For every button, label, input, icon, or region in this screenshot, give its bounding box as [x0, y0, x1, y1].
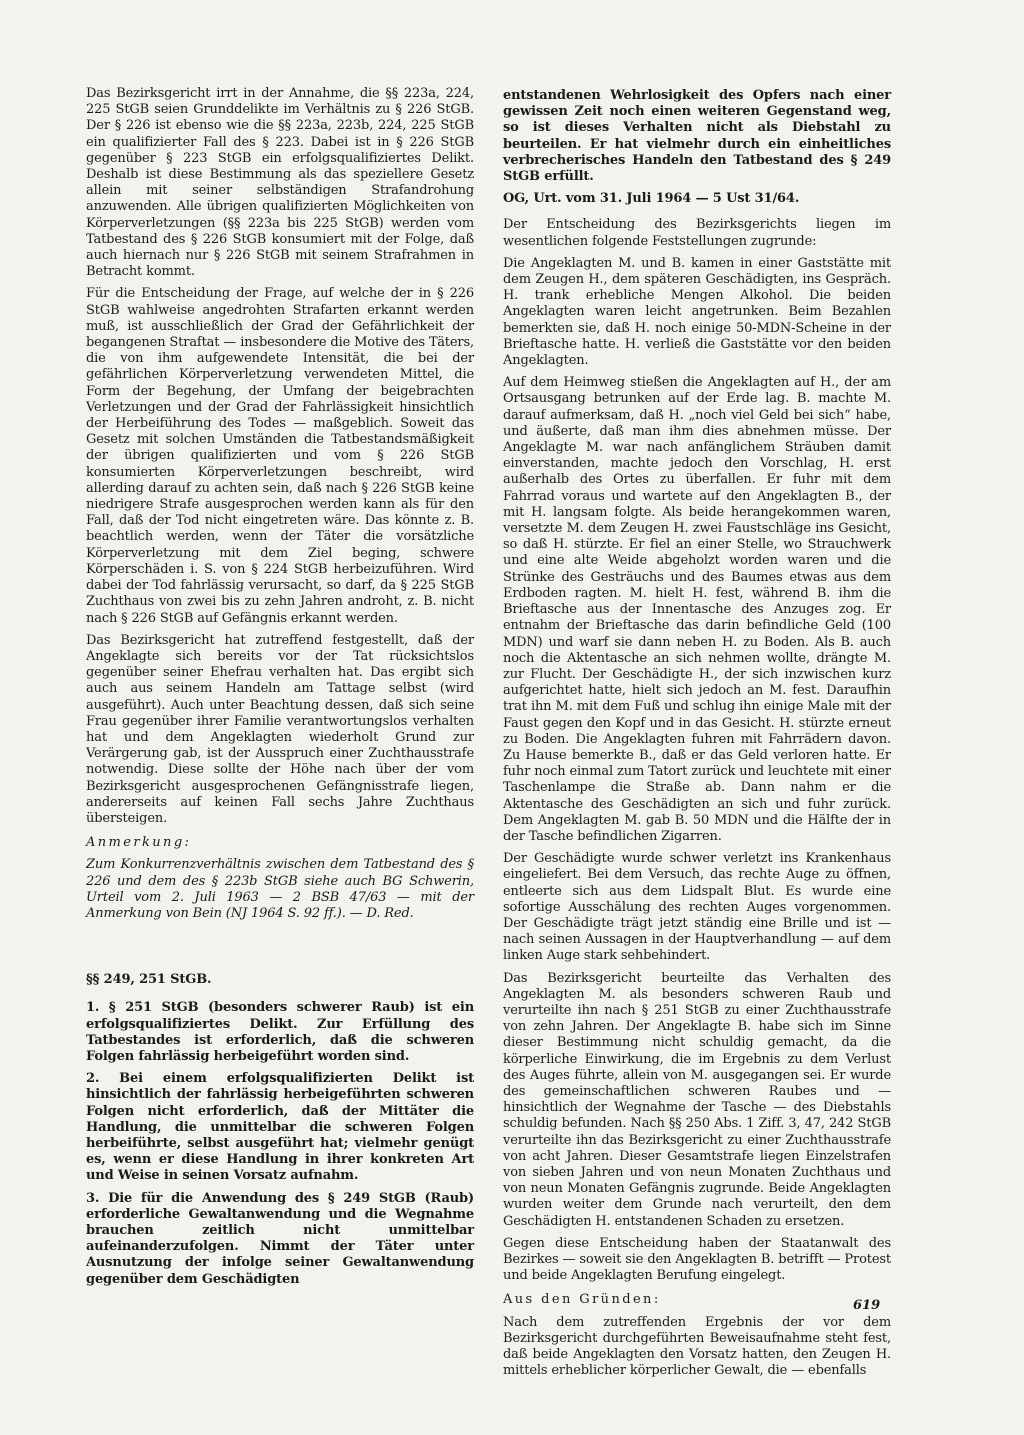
paragraph: Auf dem Heimweg stießen die Angeklagten auf H., der am Ortsausgang betrunken auf der Erde lag. B. machte M. darauf aufmerksam, daß H. „noch viel Geld bei sich“ habe, und äußerte, daß man ihm dies abnehmen müsse. Der Angeklagte M. war nach anfänglichem Sträuben damit einverstanden, machte jedoch den Vorschlag, H. erst außerhalb des Ortes zu überfallen. Er fuhr mit dem Fahrrad voraus und wartete auf den Angeklagten B., der mit H. langsam folgte. Als beide herangekommen waren, versetzte M. dem Zeugen H. zwei Faustschläge ins Gesicht, so daß H. stürzte. Er fiel an einer Stelle, wo Strauchwerk und eine alte Weide abgeholzt worden waren und die Strünke des Gesträuchs und des Baumes etwas aus dem Erdboden ragten. M. hielt H. fest, während B. ihm die Brieftasche aus der Innentasche des Anzuges zog. Er entnahm der Brieftasche das darin befindliche Geld (100 MDN) und warf sie dann neben H. zu Boden. Als B. auch noch die Aktentasche an sich nehmen wollte, drängte M. zur Flucht. Der Geschädigte H., der sich inzwischen kurz aufgerichtet hatte, hielt sich jedoch an M. fest. Daraufhin trat ihn M. mit dem Fuß und schlug ihn einige Male mit der Faust gegen den Kopf und in das Gesicht. H. stürzte erneut zu Boden. Die Angeklagten fuhren mit Fahrrädern davon. Zu Hause bemerkte B., daß er das Geld verloren hatte. Er fuhr noch einmal zum Tatort zurück und leuchtete mit einer Taschenlampe die Straße ab. Dann nahm er die Aktentasche des Geschädigten an sich und fuhr zurück. Dem Angeklagten M. gab B. 50 MDN und die Hälfte der in der Tasche befindlichen Zigarren.	[503, 375, 891, 844]
right-column	[503, 88, 891, 1385]
paragraph: Nach dem zutreffenden Ergebnis der vor dem Bezirksgericht durchgeführten Beweisaufnahme steht fest, daß beide Angeklagten den Vorsatz hatten, den Zeugen H. mittels erheblicher körperlicher Gewalt, die — ebenfalls	[503, 1314, 891, 1379]
headnote-3: 3. Die für die Anwendung des § 249 StGB (Raub) erforderliche Gewaltanwendung und die Wegnahme brauchen zeitlich nicht unmittelbar aufeinanderzufolgen. Nimmt der Täter unter Ausnutzung der infolge seiner Gewaltanwendung gegenüber dem Geschädigten	[86, 1190, 474, 1287]
paragraph: Gegen diese Entscheidung haben der Staatanwalt des Bezirkes — soweit sie den Angeklagten B. betrifft — Protest und beide Angeklagten Berufung eingelegt.	[503, 1235, 891, 1284]
headnote-1: 1. § 251 StGB (besonders schwerer Raub) ist ein erfolgsqualifiziertes Delikt. Zur Erfüllung des Tatbestandes ist erforderlich, daß die schweren Folgen fahrlässig herbeigeführt worden sind.	[86, 1000, 474, 1064]
section-heading: §§ 249, 251 StGB.	[86, 972, 212, 988]
paragraph: Der Entscheidung des Bezirksgerichts liegen im wesentlichen folgende Feststellungen zugrunde:	[503, 217, 891, 249]
page-number: 619	[853, 1298, 881, 1313]
case-citation: OG, Urt. vom 31. Juli 1964 — 5 Ust 31/64.	[503, 191, 800, 207]
headnote-2: 2. Bei einem erfolgsqualifizierten Delikt ist hinsichtlich der fahrlässig herbeigeführten schweren Folgen nicht erforderlich, daß der Mittäter die Handlung, die unmittelbar die schweren Folgen herbeiführte, selbst ausgeführt hat; vielmehr genügt es, wenn er diese Handlung in ihrer konkreten Art und Weise in seinen Vorsatz aufnahm.	[86, 1071, 474, 1184]
annotation-label: Anmerkung:	[86, 835, 192, 851]
paragraph: Das Bezirksgericht beurteilte das Verhalten des Angeklagten M. als besonders schweren Raub und verurteilte ihn nach § 251 StGB zu einer Zuchthausstrafe von zehn Jahren. Der Angeklagte B. habe sich im Sinne dieser Bestimmung nicht schuldig gemacht, da die körperliche Einwirkung, die im Ergebnis zu dem Verlust des Auges führte, allein von M. ausgegangen sei. Er wurde des gemeinschaftlichen schweren Raubes und — hinsichtlich der Wegnahme der Tasche — des Diebstahls schuldig befunden. Nach §§ 250 Abs. 1 Ziff. 3, 47, 242 StGB verurteilte ihn das Bezirksgericht zu einer Zuchthausstrafe von acht Jahren. Dieser Gesamtstrafe liegen Einzelstrafen von sieben Jahren und von neun Monaten Zuchthaus und von neun Monaten Gefängnis zugrunde. Beide Angeklagten wurden weiter dem Grunde nach verurteilt, den dem Geschädigten H. entstandenen Schaden zu ersetzen.	[503, 970, 891, 1229]
headnote-continued: entstandenen Wehrlosigkeit des Opfers nach einer gewissen Zeit noch einen weiteren Gegenstand weg, so ist dieses Verhalten nicht als Diebstahl zu beurteilen. Er hat vielmehr durch ein einheitliches verbrecherisches Handeln den Tatbestand des § 249 StGB erfüllt.	[503, 88, 891, 185]
paragraph: Die Angeklagten M. und B. kamen in einer Gaststätte mit dem Zeugen H., dem späteren Geschädigten, ins Gespräch. H. trank erhebliche Mengen Alkohol. Die beiden Angeklagten waren leicht angetrunken. Beim Bezahlen bemerkten sie, daß H. noch einige 50-MDN-Scheine in der Brieftasche hatte. H. verließ die Gaststätte vor den beiden Angeklagten.	[503, 255, 891, 369]
annotation-text: Zum Konkurrenzverhältnis zwischen dem Tatbestand des § 226 und dem des § 223b StGB siehe auch BG Schwerin, Urteil vom 2. Juli 1963 — 2 BSB 47/63 — mit der Anmerkung von Bein (NJ 1964 S. 92 ff.). — D. Red.	[86, 857, 474, 921]
paragraph: Der Geschädigte wurde schwer verletzt ins Krankenhaus eingeliefert. Bei dem Versuch, das rechte Auge zu öffnen, entleerte sich aus dem Lidspalt Blut. Es wurde eine sofortige Ausschälung des rechten Auges vorgenommen. Der Geschädigte trägt jetzt ständig eine Brille und ist — nach seinen Aussagen in der Hauptverhandlung — auf dem linken Auge stark sehbehindert.	[503, 851, 891, 964]
paragraph: Das Bezirksgericht hat zutreffend festgestellt, daß der Angeklagte sich bereits vor der Tat rücksichtslos gegenüber seiner Ehefrau verhalten hat. Das ergibt sich auch aus seinem Handeln am Tattage selbst (wird ausgeführt). Auch unter Beachtung dessen, daß sich seine Frau gegenüber ihrer Familie verantwortungslos verhalten hat und dem Angeklagten wiederholt Grund zur Verärgerung gab, ist der Ausspruch einer Zuchthausstrafe notwendig. Diese sollte der Höhe nach über der vom Bezirksgericht ausgesprochenen Gefängnisstrafe liegen, andererseits auf keinen Fall sechs Jahre Zuchthaus übersteigen.	[86, 632, 474, 826]
left-column	[86, 86, 474, 1294]
paragraph: Das Bezirksgericht irrt in der Annahme, die §§ 223a, 224, 225 StGB seien Grunddelikte im Verhältnis zu § 226 StGB. Der § 226 ist ebenso wie die §§ 223a, 223b, 224, 225 StGB ein qualifizierter Fall des § 223. Dabei ist in § 226 StGB gegenüber § 223 StGB ein erfolgsqualifiziertes Delikt. Deshalb ist diese Bestimmung als das speziellere Gesetz allein mit seiner selbständigen Strafandrohung anzuwenden. Alle übrigen qualifizierten Möglichkeiten von Körperverletzungen (§§ 223a bis 225 StGB) werden vom Tatbestand des § 226 StGB konsumiert mit der Folge, daß auch hiernach nur § 226 StGB mit seinem Strafrahmen in Betracht kommt.	[86, 86, 474, 280]
section-label: Aus den Gründen:	[503, 1292, 661, 1308]
paragraph: Für die Entscheidung der Frage, auf welche der in § 226 StGB wahlweise angedrohten Strafarten erkannt werden muß, ist ausschließlich der Grad der Gefährlichkeit der begangenen Straftat — insbesondere die Motive des Täters, die von ihm aufgewendete Intensität, die bei der gefährlichen Körperverletzung verwendeten Mittel, die Form der Begehung, der Umfang der beigebrachten Verletzungen und der Grad der Fahrlässigkeit hinsichtlich der Herbeiführung des Todes — maßgeblich. Soweit das Gesetz mit solchen Umständen die Tatbestandsmäßigkeit der übrigen qualifizierten und vom § 226 StGB konsumierten Körperverletzungen beschreibt, wird allerding darauf zu achten sein, daß nach § 226 StGB keine niedrigere Strafe ausgesprochen werden kann als für den Fall, daß der Tod nicht eingetreten wäre. Das könnte z. B. beachtlich werden, wenn der Täter die vorsätzliche Körperverletzung mit dem Ziel beging, schwere Körperschäden i. S. von § 224 StGB herbeizuführen. Wird dabei der Tod fahrlässig verursacht, so darf, da § 225 StGB Zuchthaus von zwei bis zu zehn Jahren androht, z. B. nicht nach § 226 StGB auf Gefängnis erkannt werden.	[86, 286, 474, 626]
